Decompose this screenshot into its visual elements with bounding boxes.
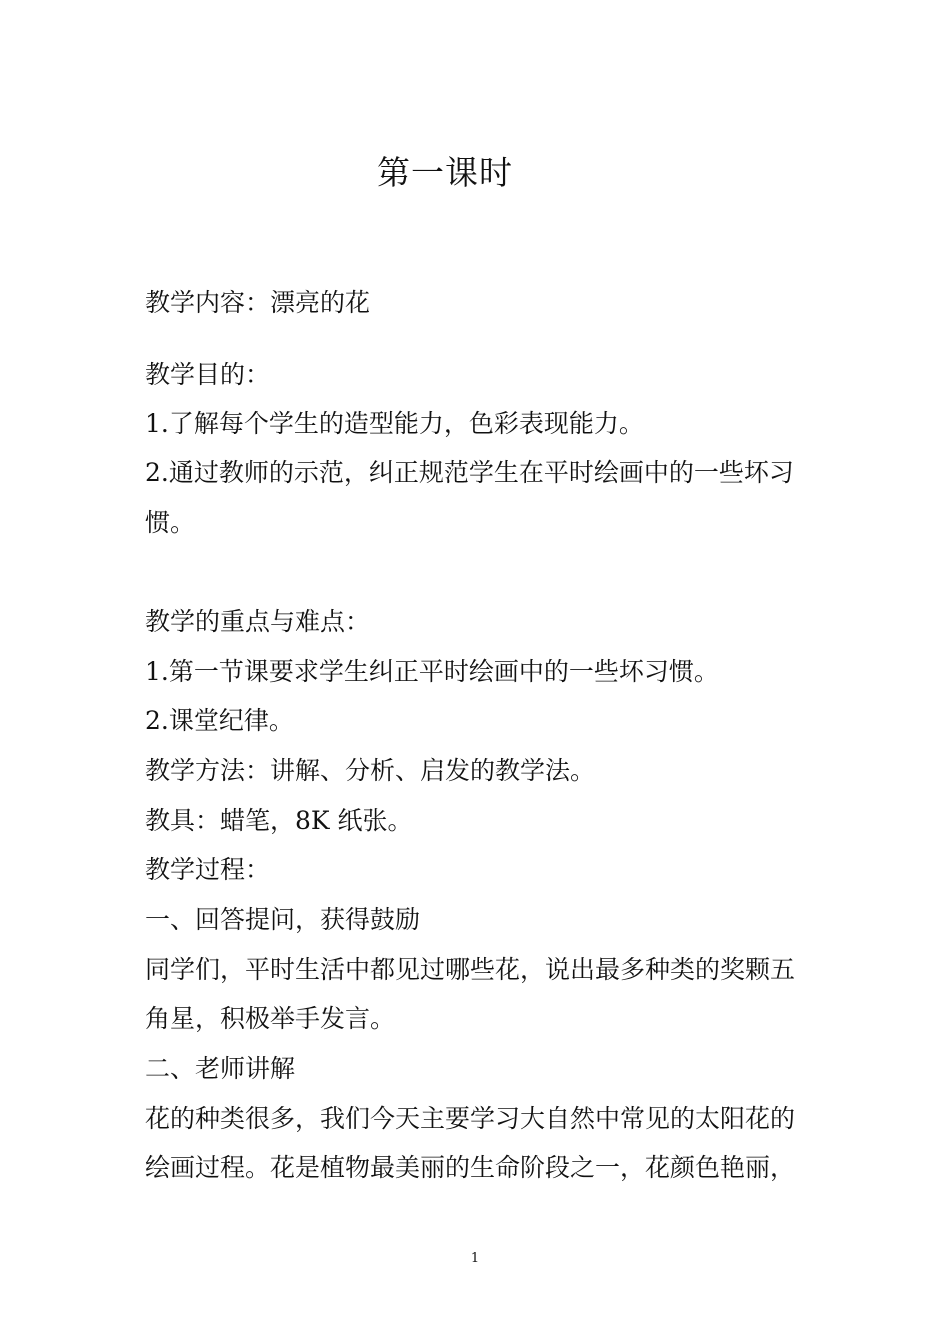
text-line: 同学们，平时生活中都见过哪些花，说出最多种类的奖颗五 (145, 955, 796, 984)
text-line: 教具：蜡笔，8K 纸张。 (145, 806, 413, 835)
text-line: 角星，积极举手发言。 (145, 1004, 396, 1033)
text-line: 教学过程： (145, 855, 271, 884)
text-line: 花的种类很多，我们今天主要学习大自然中常见的太阳花的 (145, 1104, 796, 1133)
page-title: 第一课时 (377, 153, 513, 192)
text-line: 2.课堂纪律。 (145, 706, 294, 735)
text-line: 教学目的： (145, 360, 271, 389)
text-line: 教学的重点与难点： (145, 607, 371, 636)
text-line: 惯。 (145, 508, 196, 537)
text-line: 2.通过教师的示范，纠正规范学生在平时绘画中的一些坏习 (145, 458, 794, 487)
text-line: 绘画过程。花是植物最美丽的生命阶段之一，花颜色艳丽， (145, 1153, 796, 1182)
page-number: 1 (470, 1251, 480, 1266)
text-line: 1.第一节课要求学生纠正平时绘画中的一些坏习惯。 (145, 657, 719, 686)
text-line: 1.了解每个学生的造型能力，色彩表现能力。 (145, 409, 644, 438)
text-line: 教学内容：漂亮的花 (145, 288, 371, 317)
text-line: 一、回答提问，获得鼓励 (145, 905, 421, 934)
text-line: 教学方法：讲解、分析、启发的教学法。 (145, 756, 596, 785)
text-line: 二、老师讲解 (145, 1054, 296, 1083)
